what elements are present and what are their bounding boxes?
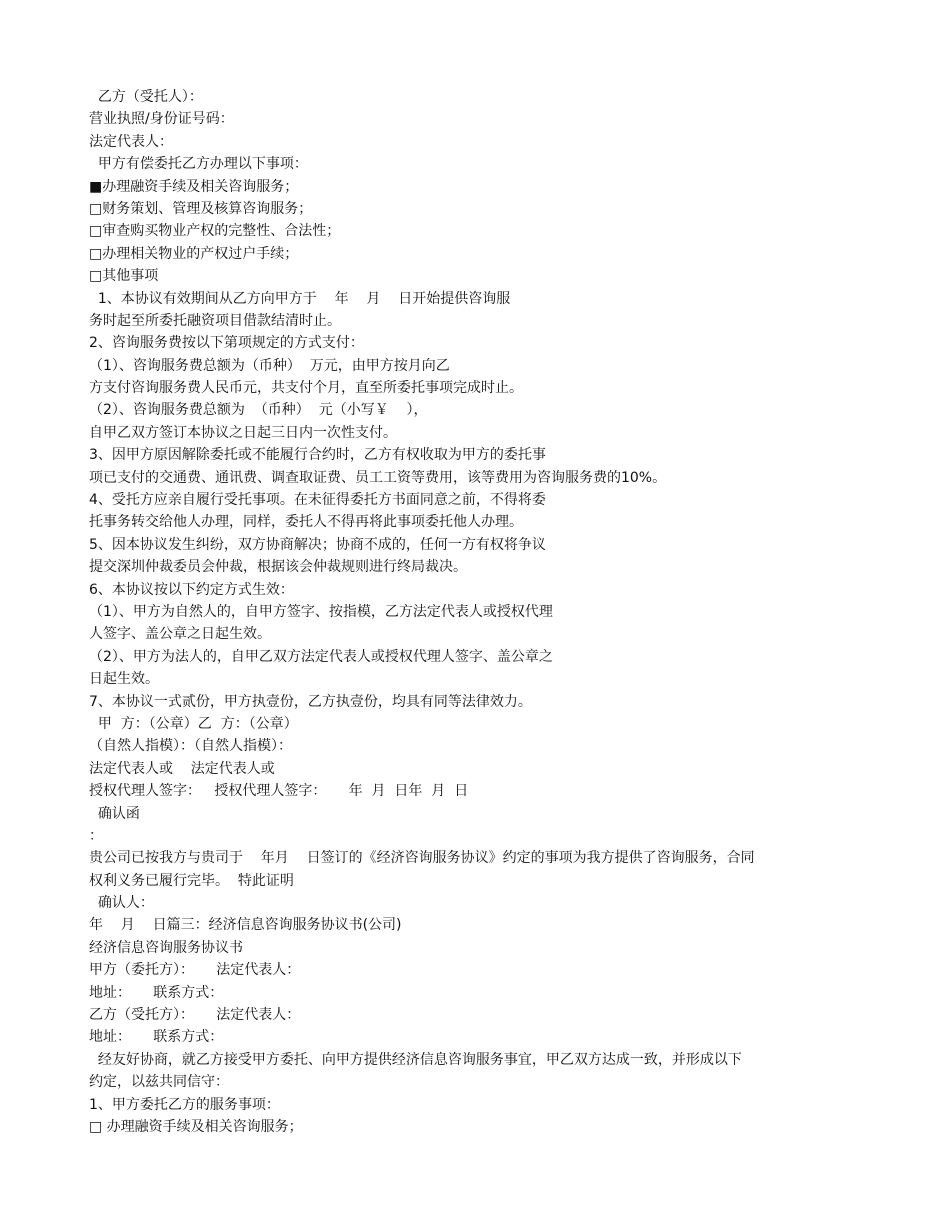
text-line-38: 年 月 日篇三：经济信息咨询服务协议书(公司) — [89, 917, 402, 934]
text-line-4: 甲方有偿委托乙方办理以下事项： — [89, 156, 308, 173]
text-line-33: 确认函 — [89, 805, 140, 822]
text-line-34: ： — [89, 827, 103, 844]
text-line-1: 乙方（受托人）： — [89, 89, 203, 105]
text-line-23: 6、本协议按以下约定方式生效： — [89, 581, 294, 598]
text-line-43: 地址： 联系方式： — [89, 1029, 224, 1046]
text-line-35: 贵公司已按我方与贵司于 年月 日签订的《经济咨询服务协议》约定的事项为我方提供了咨询服务，合同 — [89, 850, 755, 867]
text-line-44: 经友好协商，就乙方接受甲方委托、向甲方提供经济信息咨询服务事宜，甲乙双方达成一致，并形成以下 — [89, 1051, 742, 1068]
text-line-27: 日起生效。 — [89, 671, 159, 688]
text-line-13: （1）、咨询服务费总额为（币种） 万元，由甲方按月向乙 — [89, 357, 450, 374]
text-line-47: □ 办理融资手续及相关咨询服务； — [89, 1118, 303, 1135]
text-line-19: 4、受托方应亲自履行受托事项。在未征得委托方书面同意之前，不得将委 — [89, 492, 546, 509]
text-line-42: 乙方（受托方）： 法定代表人： — [89, 1007, 301, 1024]
text-line-6: □财务策划、管理及核算咨询服务； — [89, 200, 313, 217]
text-line-40: 甲方（委托方）： 法定代表人： — [89, 962, 301, 979]
text-line-12: 2、咨询服务费按以下第项规定的方式支付： — [89, 335, 364, 352]
text-line-11: 务时起至所委托融资项目借款结清时止。 — [89, 312, 341, 329]
text-line-9: □其他事项 — [89, 268, 159, 285]
text-line-5: ■办理融资手续及相关咨询服务； — [89, 178, 299, 195]
text-line-45: 约定，以兹共同信守： — [89, 1074, 229, 1091]
text-line-30: （自然人指模）：（自然人指模）： — [89, 738, 292, 755]
text-line-31: 法定代表人或 法定代表人或 — [89, 760, 275, 777]
text-line-39: 经济信息咨询服务协议书 — [89, 939, 243, 956]
text-line-15: （2）、咨询服务费总额为 （币种） 元（小写￥ ）， — [89, 402, 428, 419]
text-line-36: 权利义务已履行完毕。 特此证明 — [89, 872, 294, 889]
text-line-41: 地址： 联系方式： — [89, 984, 224, 1001]
text-line-24: （1）、甲方为自然人的，自甲方签字、按指模，乙方法定代表人或授权代理 — [89, 603, 553, 620]
text-line-21: 5、因本协议发生纠纷，双方协商解决；协商不成的，任何一方有权将争议 — [89, 536, 546, 553]
text-line-17: 3、因甲方原因解除委托或不能履行合约时，乙方有权收取为甲方的委托事 — [89, 447, 546, 464]
text-line-26: （2）、甲方为法人的，自甲乙双方法定代表人或授权代理人签字、盖公章之 — [89, 648, 553, 665]
text-line-25: 人签字、盖公章之日起生效。 — [89, 626, 271, 643]
text-line-7: □审查购买物业产权的完整性、合法性； — [89, 223, 341, 240]
text-line-29: 甲 方：（公章）乙 方：（公章） — [89, 715, 298, 732]
text-line-28: 7、本协议一式贰份，甲方执壹份，乙方执壹份，均具有同等法律效力。 — [89, 693, 532, 710]
text-line-10: 1、本协议有效期间从乙方向甲方于 年 月 日开始提供咨询服 — [89, 290, 511, 307]
text-line-14: 方支付咨询服务费人民币元，共支付个月，直至所委托事项完成时止。 — [89, 380, 523, 397]
text-line-8: □办理相关物业的产权过户手续； — [89, 245, 299, 262]
text-line-22: 提交深圳仲裁委员会仲裁，根据该会仲裁规则进行终局裁决。 — [89, 559, 467, 576]
text-line-16: 自甲乙双方签订本协议之日起三日内一次性支付。 — [89, 424, 397, 441]
text-line-46: 1、甲方委托乙方的服务事项： — [89, 1096, 280, 1113]
text-line-18: 项已支付的交通费、通讯费、调查取证费、员工工资等费用，该等费用为咨询服务费的10%。 — [89, 469, 667, 486]
text-line-32: 授权代理人签字： 授权代理人签字： 年 月 日年 月 日 — [89, 783, 469, 800]
text-line-2: 营业执照/身份证号码： — [89, 111, 234, 128]
text-line-37: 确认人： — [89, 895, 154, 912]
text-line-3: 法定代表人： — [89, 133, 173, 150]
text-line-20: 托事务转交给他人办理，同样，委托人不得再将此事项委托他人办理。 — [89, 514, 523, 531]
